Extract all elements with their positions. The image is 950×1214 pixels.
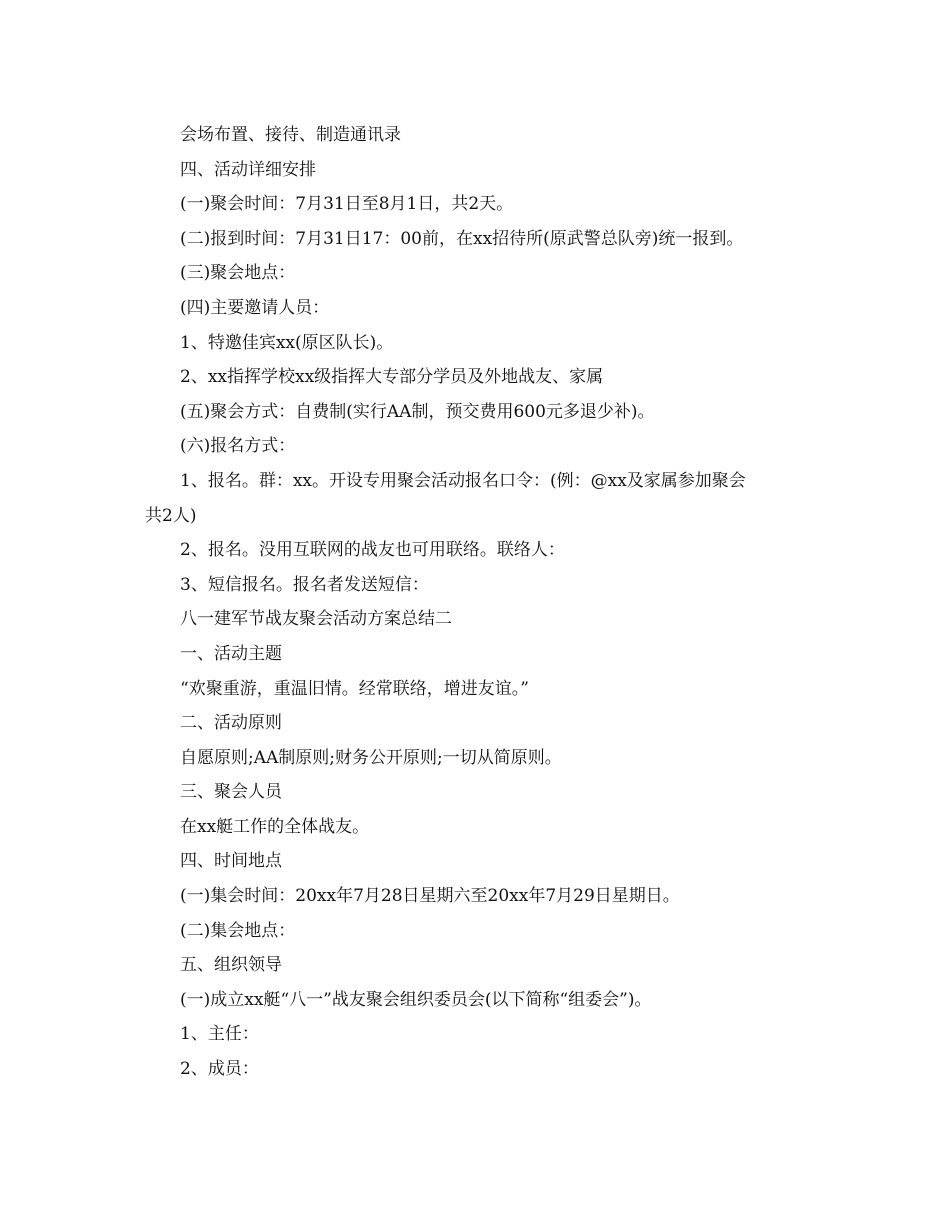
text-line: 在xx艇工作的全体战友。 [180, 816, 370, 837]
text-line: (一)成立xx艇“八一”战友聚会组织委员会(以下简称“组委会”)。 [180, 989, 652, 1010]
text-line: 会场布置、接待、制造通讯录 [180, 125, 401, 145]
text-line: (一)集会时间：20xx年7月28日星期六至20xx年7月29日星期日。 [180, 886, 680, 907]
text-line: (四)主要邀请人员： [180, 297, 330, 318]
text-line: (一)聚会时间：7月31日至8月1日，共2天。 [180, 194, 514, 215]
document-body [145, 118, 810, 1087]
text-line: 2、xx指挥学校xx级指挥大专部分学员及外地战友、家属 [180, 367, 604, 388]
document-subtitle: 八一建军节战友聚会活动方案总结二 [180, 609, 452, 630]
section-heading: 四、活动详细安排 [180, 159, 316, 180]
section-heading: 二、活动原则 [180, 713, 282, 734]
text-line: 自愿原则;AA制原则;财务公开原则;一切从简原则。 [180, 747, 562, 768]
text-line: 1、主任： [180, 1024, 259, 1045]
text-line: (五)聚会方式：自费制(实行AA制，预交费用600元多退少补)。 [180, 401, 655, 422]
text-line: (三)聚会地点： [180, 263, 296, 284]
text-line: (二)报到时间：7月31日17：00前，在xx招待所(原武警总队旁)统一报到。 [180, 228, 744, 249]
section-heading: 四、时间地点 [180, 851, 282, 872]
text-line: 3、短信报名。报名者发送短信： [180, 574, 429, 595]
text-line: 1、特邀佳宾xx(原区队长)。 [180, 332, 394, 353]
text-line: 1、报名。群：xx。开设专用聚会活动报名口令：(例：@xx及家属参加聚会 [180, 470, 746, 491]
text-line: “欢聚重游，重温旧情。经常联络，增进友谊。” [180, 678, 529, 699]
text-line: (六)报名方式： [180, 436, 296, 457]
section-heading: 五、组织领导 [180, 955, 282, 976]
text-line: 2、成员： [180, 1059, 259, 1080]
text-line-continuation: 共2人) [145, 505, 197, 526]
section-heading: 三、聚会人员 [180, 782, 282, 803]
text-line: (二)集会地点： [180, 920, 296, 941]
section-heading: 一、活动主题 [180, 643, 282, 664]
text-line: 2、报名。没用互联网的战友也可用联络。联络人： [180, 540, 565, 561]
